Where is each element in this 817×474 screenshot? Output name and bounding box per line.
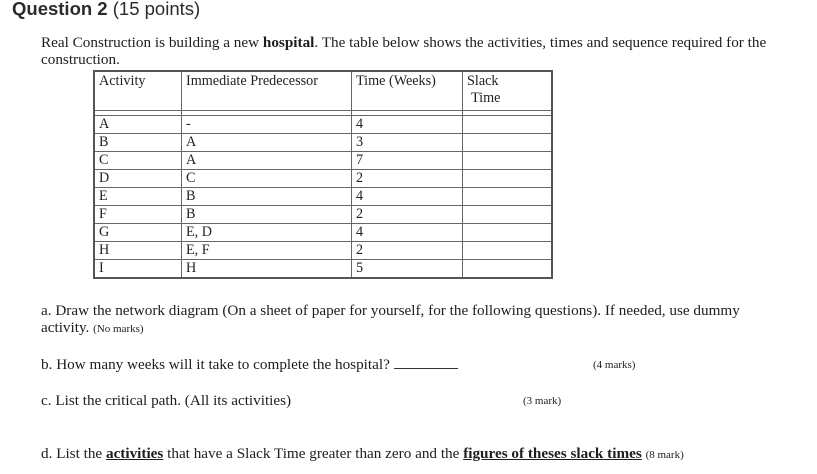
header-slack-line1: Slack bbox=[467, 73, 499, 89]
cell-activity: C bbox=[94, 152, 182, 170]
question-b-text: b. How many weeks will it take to complete the hospital? bbox=[41, 356, 390, 373]
cell-activity: D bbox=[94, 170, 182, 188]
cell-time: 2 bbox=[352, 170, 463, 188]
cell-time: 2 bbox=[352, 206, 463, 224]
cell-activity: I bbox=[94, 260, 182, 279]
cell-time: 4 bbox=[352, 188, 463, 206]
question-points: (15 points) bbox=[112, 0, 201, 19]
table-row bbox=[94, 260, 552, 279]
question-d-text-1: d. List the bbox=[41, 445, 106, 462]
header-activity: Activity bbox=[94, 71, 182, 111]
header-slack-line2: Time bbox=[471, 90, 501, 106]
table-row bbox=[94, 170, 552, 188]
cell-activity: B bbox=[94, 134, 182, 152]
cell-slack bbox=[463, 260, 553, 279]
cell-slack bbox=[463, 188, 553, 206]
table-row bbox=[94, 188, 552, 206]
question-a bbox=[41, 302, 771, 338]
header-time: Time (Weeks) bbox=[352, 71, 463, 111]
question-d-figures: figures of theses slack times bbox=[463, 445, 642, 462]
question-title: Question 2 bbox=[12, 0, 108, 19]
question-d-activities: activities bbox=[105, 445, 164, 462]
cell-predecessor: A bbox=[182, 152, 352, 170]
activity-table bbox=[93, 70, 553, 279]
question-a-text: a. Draw the network diagram (On a sheet of paper for yourself, for the following questions). If needed, use dummy activity. bbox=[41, 302, 740, 336]
cell-predecessor: E, D bbox=[182, 224, 352, 242]
cell-time: 4 bbox=[352, 116, 463, 134]
cell-activity: E bbox=[94, 188, 182, 206]
table-row bbox=[94, 152, 552, 170]
table-body bbox=[94, 111, 552, 279]
question-a-marks: (No marks) bbox=[93, 323, 144, 335]
question-d-text-2: that have a Slack Time greater than zero and the bbox=[163, 445, 464, 462]
table-header-row bbox=[94, 71, 552, 111]
cell-slack bbox=[463, 224, 553, 242]
intro-bold-hospital: hospital bbox=[262, 34, 315, 51]
cell-slack bbox=[463, 134, 553, 152]
cell-predecessor: E, F bbox=[182, 242, 352, 260]
question-header bbox=[12, 0, 200, 20]
cell-time: 4 bbox=[352, 224, 463, 242]
intro-text-1: Real Construction is building a new bbox=[41, 34, 263, 51]
cell-slack bbox=[463, 152, 553, 170]
cell-activity: H bbox=[94, 242, 182, 260]
question-c bbox=[41, 392, 291, 409]
intro-text-2: . The table below shows the activities, times and sequence required for the construction. bbox=[41, 34, 767, 68]
question-c-marks: (3 mark) bbox=[523, 395, 562, 407]
cell-time: 7 bbox=[352, 152, 463, 170]
cell-predecessor: H bbox=[182, 260, 352, 279]
cell-predecessor: B bbox=[182, 206, 352, 224]
cell-time: 3 bbox=[352, 134, 463, 152]
cell-activity: A bbox=[94, 116, 182, 134]
cell-slack bbox=[463, 116, 553, 134]
cell-activity: F bbox=[94, 206, 182, 224]
cell-time: 2 bbox=[352, 242, 463, 260]
cell-slack bbox=[463, 242, 553, 260]
header-predecessor: Immediate Predecessor bbox=[182, 71, 352, 111]
answer-blank-b[interactable] bbox=[394, 356, 458, 369]
cell-predecessor: - bbox=[182, 116, 352, 134]
cell-slack bbox=[463, 170, 553, 188]
cell-predecessor: C bbox=[182, 170, 352, 188]
cell-predecessor: B bbox=[182, 188, 352, 206]
table-row bbox=[94, 134, 552, 152]
question-d bbox=[41, 445, 684, 464]
cell-slack bbox=[463, 206, 553, 224]
header-slack bbox=[463, 71, 553, 111]
table-row bbox=[94, 116, 552, 134]
question-b-marks: (4 marks) bbox=[593, 359, 636, 371]
intro-paragraph bbox=[41, 34, 771, 68]
question-d-marks: (8 mark) bbox=[645, 449, 684, 461]
question-b bbox=[41, 356, 458, 373]
cell-time: 5 bbox=[352, 260, 463, 279]
cell-activity: G bbox=[94, 224, 182, 242]
table-row bbox=[94, 206, 552, 224]
question-c-text: c. List the critical path. (All its activities) bbox=[41, 392, 292, 409]
table-row bbox=[94, 224, 552, 242]
table-row bbox=[94, 242, 552, 260]
cell-predecessor: A bbox=[182, 134, 352, 152]
